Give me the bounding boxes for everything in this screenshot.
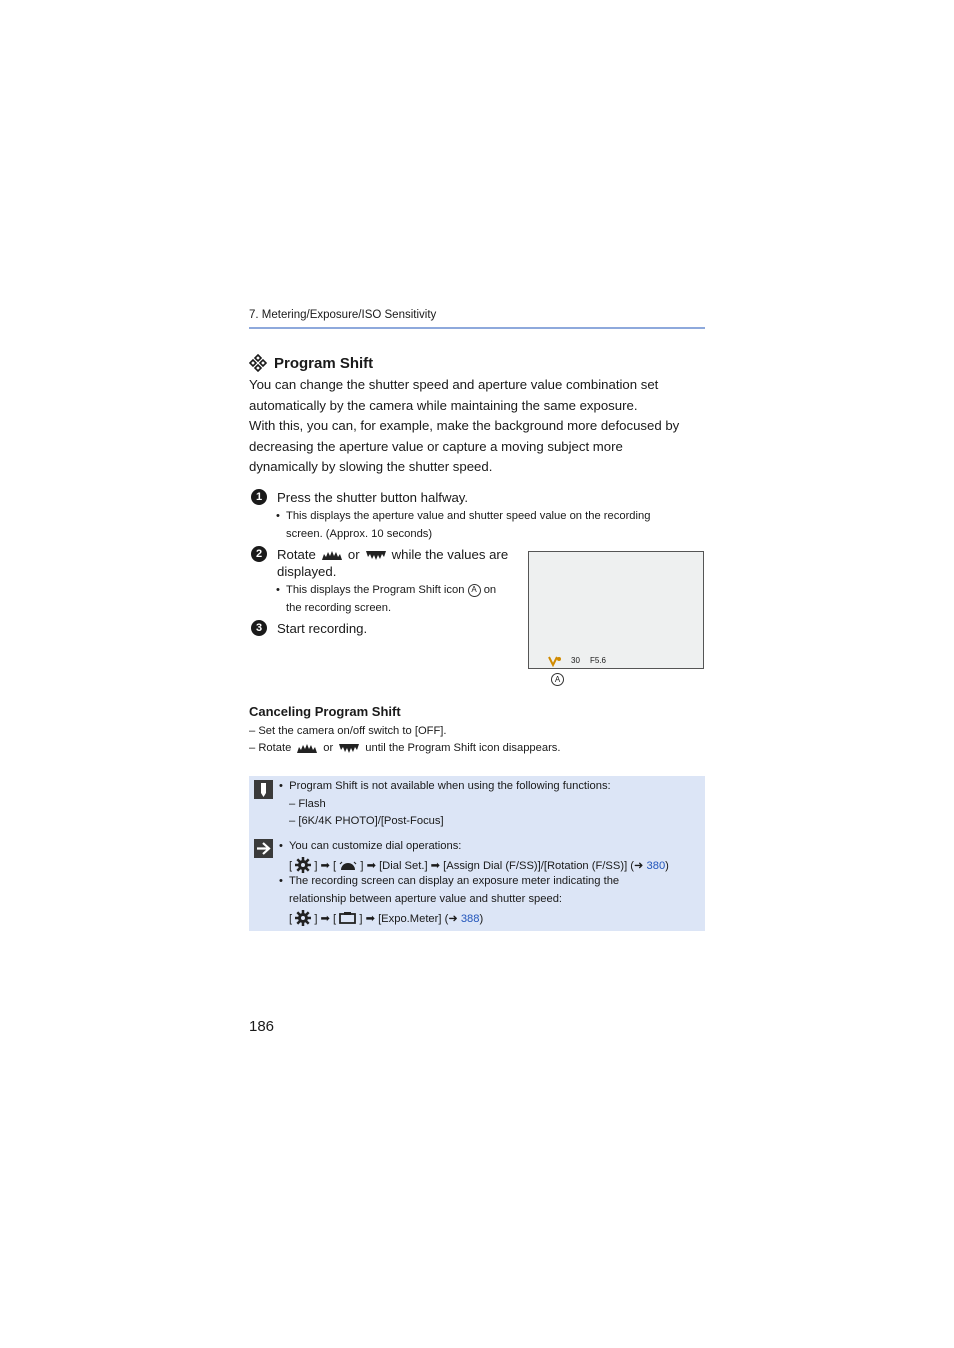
menu-path-item: [Dial Set.] (379, 860, 428, 872)
shutter-speed-value: 30 (571, 656, 580, 665)
intro-line: dynamically by slowing the shutter speed. (249, 459, 493, 474)
intro-line: You can change the shutter speed and aperture value combination set (249, 377, 659, 392)
note-line: on (483, 584, 497, 596)
note-1-text: Program Shift is not available when using the following functions: (289, 780, 611, 792)
section-title-text: Program Shift (274, 354, 374, 372)
note-line: This displays the aperture value and shutter speed value on the recording (286, 510, 651, 522)
cancel-text-part: until the Program Shift icon disappears. (365, 742, 561, 754)
page-link[interactable]: 380 (646, 860, 666, 872)
marker-a-icon: A (551, 673, 564, 686)
intro-paragraph (249, 375, 709, 478)
step-text-part: Rotate (277, 547, 316, 562)
tip-2: • The recording screen can display an exposure meter indicating the (279, 875, 620, 887)
menu-path-item: [Assign Dial (F/SS)]/[Rotation (F/SS)] ( (443, 860, 635, 872)
page-link[interactable]: 388 (460, 913, 480, 925)
step-text: Start recording. (277, 621, 368, 636)
step-text-part: or (347, 547, 360, 562)
step-2-note: • This displays the Program Shift icon A on the recording screen. (276, 584, 497, 614)
intro-line: decreasing the aperture value or capture a moving subject more (249, 438, 623, 454)
note-icon (254, 780, 273, 799)
tip-2-line: relationship between aperture value and shutter speed: (289, 893, 563, 905)
dial-menu-icon (339, 859, 357, 871)
front-dial-icon (297, 744, 317, 753)
notes-box (249, 776, 705, 931)
arrow-right-icon (254, 839, 273, 858)
rear-dial-icon (366, 551, 386, 560)
arrow-icon: ➡ (430, 860, 441, 872)
note-1: • Program Shift is not available when using the following functions: (279, 780, 611, 792)
camera-icon (339, 911, 356, 924)
recording-screen-illustration (528, 551, 704, 669)
step-text (277, 546, 508, 580)
step-2 (251, 546, 508, 580)
tip-1-text: You can customize dial operations: (288, 840, 462, 852)
step-number: 2 (251, 546, 267, 562)
arrow-icon: ➡ (366, 860, 376, 872)
canceling-title: Canceling Program Shift (249, 704, 401, 719)
intro-line: With this, you can, for example, make the background more defocused by (249, 418, 680, 433)
page-number: 186 (249, 1018, 275, 1035)
tip-2-path: [ ] ➡ [ ] ➡ [Expo.Meter] (➜ 388) (289, 910, 483, 926)
note-1-item: – Flash (289, 798, 326, 810)
marker-a-icon: A (468, 584, 481, 597)
front-dial-icon (322, 551, 342, 560)
step-number: 3 (251, 620, 267, 636)
gear-icon (295, 857, 311, 873)
diamond-bullet-icon (249, 354, 267, 372)
menu-path-item: [Expo.Meter] ( (378, 913, 449, 925)
step-1 (251, 489, 468, 506)
step-text-part: displayed. (277, 564, 337, 579)
note-line: the recording screen. (286, 602, 392, 614)
step-text-part: while the values are (391, 547, 509, 562)
arrow-icon: ➡ (320, 860, 330, 872)
cancel-text-part: – Rotate (249, 742, 292, 754)
step-text: Press the shutter button halfway. (277, 490, 469, 505)
chapter-header: 7. Metering/Exposure/ISO Sensitivity (249, 309, 437, 321)
cancel-text-part: or (323, 742, 334, 754)
arrow-icon: ➡ (365, 913, 375, 925)
page-ref-arrow-icon: ➜ (634, 860, 647, 872)
rear-dial-icon (339, 744, 359, 753)
note-line: This displays the Program Shift icon (286, 584, 465, 596)
header-rule (249, 327, 705, 329)
note-line: screen. (Approx. 10 seconds) (286, 528, 433, 540)
section-title (249, 354, 373, 372)
arrow-icon: ➡ (320, 913, 330, 925)
cancel-line-1: – Set the camera on/off switch to [OFF]. (249, 725, 447, 737)
step-1-note: • This displays the aperture value and shutter speed value on the recording screen. (Approx. 10 seconds) (276, 510, 651, 540)
note-1-item: – [6K/4K PHOTO]/[Post-Focus] (289, 815, 444, 827)
program-shift-icon (548, 656, 562, 667)
page-ref-arrow-icon: ➜ (448, 913, 461, 925)
step-number: 1 (251, 489, 267, 505)
tip-2-text: The recording screen can display an exposure meter indicating the (288, 875, 620, 887)
aperture-value: F5.6 (590, 656, 607, 665)
tip-1-path: [ ] ➡ [ ] ➡ [Dial Set.] ➡ [Assign Dial (F/SS)]/[Rotation (F/SS)] (➜ 380) (289, 857, 669, 873)
cancel-line-2 (249, 742, 561, 754)
step-3 (251, 620, 367, 637)
gear-icon (295, 910, 311, 926)
tip-1: • You can customize dial operations: (279, 840, 462, 852)
intro-line: automatically by the camera while maintaining the same exposure. (249, 397, 638, 413)
